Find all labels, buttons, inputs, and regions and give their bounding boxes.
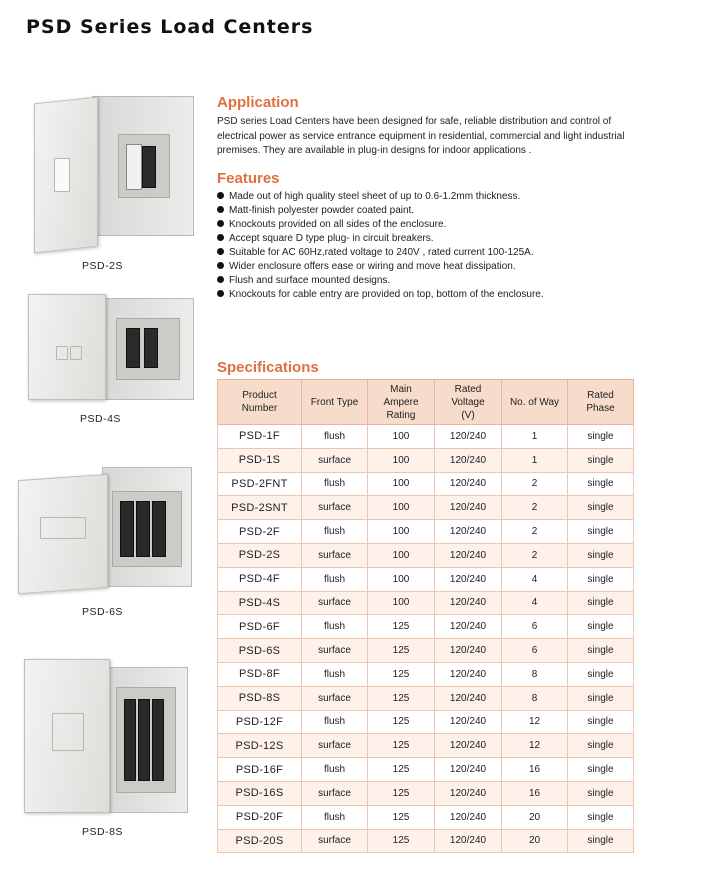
bullet-icon	[217, 290, 224, 297]
table-row	[218, 639, 634, 663]
table-row	[218, 686, 634, 710]
table-cell: PSD-4F	[218, 567, 302, 591]
table-cell: PSD-1F	[218, 425, 302, 449]
table-cell: 125	[368, 639, 435, 663]
feature-item: Knockouts for cable entry are provided on top, bottom of the enclosure.	[217, 288, 544, 302]
table-cell: surface	[302, 448, 368, 472]
table-cell: 16	[502, 781, 568, 805]
table-row	[218, 425, 634, 449]
table-row	[218, 805, 634, 829]
table-cell: 125	[368, 662, 435, 686]
table-row	[218, 496, 634, 520]
table-cell: 120/240	[435, 591, 502, 615]
table-cell: single	[568, 472, 634, 496]
table-row	[218, 520, 634, 544]
features-heading: Features	[217, 170, 280, 187]
table-cell: single	[568, 686, 634, 710]
table-cell: 120/240	[435, 734, 502, 758]
column-header: Front Type	[302, 380, 368, 425]
column-header: No. of Way	[502, 380, 568, 425]
table-cell: single	[568, 615, 634, 639]
table-row	[218, 710, 634, 734]
table-cell: 120/240	[435, 662, 502, 686]
table-row	[218, 567, 634, 591]
table-cell: 120/240	[435, 615, 502, 639]
table-cell: surface	[302, 686, 368, 710]
table-cell: 100	[368, 448, 435, 472]
table-cell: 120/240	[435, 639, 502, 663]
table-cell: surface	[302, 591, 368, 615]
feature-item: Wider enclosure offers ease or wiring and move heat dissipation.	[217, 260, 544, 274]
table-row	[218, 734, 634, 758]
table-row	[218, 758, 634, 782]
bullet-icon	[217, 234, 224, 241]
bullet-icon	[217, 220, 224, 227]
table-cell: PSD-2S	[218, 543, 302, 567]
bullet-icon	[217, 206, 224, 213]
table-cell: 20	[502, 805, 568, 829]
column-header: Rated Phase	[568, 380, 634, 425]
table-cell: PSD-1S	[218, 448, 302, 472]
table-cell: surface	[302, 829, 368, 853]
table-cell: PSD-12S	[218, 734, 302, 758]
table-cell: 2	[502, 472, 568, 496]
table-cell: single	[568, 448, 634, 472]
table-cell: flush	[302, 425, 368, 449]
table-cell: 16	[502, 758, 568, 782]
table-cell: flush	[302, 662, 368, 686]
table-cell: PSD-2SNT	[218, 496, 302, 520]
table-cell: 4	[502, 567, 568, 591]
table-cell: 6	[502, 615, 568, 639]
table-row	[218, 662, 634, 686]
table-cell: flush	[302, 710, 368, 734]
table-cell: flush	[302, 615, 368, 639]
table-cell: 120/240	[435, 496, 502, 520]
bullet-icon	[217, 262, 224, 269]
table-cell: single	[568, 758, 634, 782]
table-cell: 120/240	[435, 472, 502, 496]
table-cell: PSD-20S	[218, 829, 302, 853]
table-cell: PSD-16F	[218, 758, 302, 782]
table-cell: 125	[368, 781, 435, 805]
table-row	[218, 472, 634, 496]
column-header: Rated Voltage (V)	[435, 380, 502, 425]
table-cell: flush	[302, 758, 368, 782]
table-cell: surface	[302, 781, 368, 805]
table-cell: flush	[302, 520, 368, 544]
table-cell: PSD-2F	[218, 520, 302, 544]
table-cell: PSD-8S	[218, 686, 302, 710]
table-cell: 12	[502, 734, 568, 758]
table-cell: 125	[368, 758, 435, 782]
table-cell: single	[568, 829, 634, 853]
product-label: PSD-6S	[82, 606, 123, 618]
table-row	[218, 591, 634, 615]
table-cell: single	[568, 734, 634, 758]
table-row	[218, 781, 634, 805]
table-cell: 100	[368, 520, 435, 544]
table-cell: 1	[502, 425, 568, 449]
table-cell: surface	[302, 734, 368, 758]
table-cell: 2	[502, 520, 568, 544]
product-image-psd-4s	[24, 290, 196, 402]
table-cell: 125	[368, 710, 435, 734]
table-cell: 120/240	[435, 758, 502, 782]
table-cell: 120/240	[435, 543, 502, 567]
table-cell: PSD-20F	[218, 805, 302, 829]
table-cell: single	[568, 591, 634, 615]
application-text: PSD series Load Centers have been designed for safe, reliable distribution and control of electrical power as service entrance equipment in residential, commercial and light industrial premises. They are available in plug-in designs for indoor applications .	[217, 116, 625, 156]
product-image-psd-2s	[30, 92, 195, 252]
feature-item: Made out of high quality steel sheet of up to 0.6-1.2mm thickness.	[217, 190, 544, 204]
page-title: PSD Series Load Centers	[26, 16, 314, 38]
table-cell: 120/240	[435, 448, 502, 472]
table-cell: 8	[502, 662, 568, 686]
table-cell: 120/240	[435, 425, 502, 449]
table-row	[218, 829, 634, 853]
table-cell: 120/240	[435, 686, 502, 710]
feature-item: Accept square D type plug- in circuit breakers.	[217, 232, 544, 246]
product-label: PSD-2S	[82, 260, 123, 272]
table-cell: 2	[502, 496, 568, 520]
table-cell: 120/240	[435, 805, 502, 829]
table-cell: single	[568, 710, 634, 734]
table-cell: PSD-6F	[218, 615, 302, 639]
feature-item: Matt-finish polyester powder coated paint.	[217, 204, 544, 218]
table-body	[218, 425, 634, 853]
column-header: Main Ampere Rating	[368, 380, 435, 425]
table-cell: 100	[368, 567, 435, 591]
table-cell: 125	[368, 734, 435, 758]
table-cell: 12	[502, 710, 568, 734]
table-cell: 120/240	[435, 520, 502, 544]
table-row	[218, 615, 634, 639]
product-label: PSD-4S	[80, 413, 121, 425]
table-cell: 100	[368, 425, 435, 449]
table-cell: 2	[502, 543, 568, 567]
table-cell: 120/240	[435, 781, 502, 805]
table-cell: 8	[502, 686, 568, 710]
table-cell: 125	[368, 686, 435, 710]
table-row	[218, 448, 634, 472]
column-header: Product Number	[218, 380, 302, 425]
table-cell: 100	[368, 591, 435, 615]
table-cell: 100	[368, 472, 435, 496]
table-cell: single	[568, 662, 634, 686]
table-cell: 125	[368, 805, 435, 829]
feature-item: Suitable for AC 60Hz,rated voltage to 240V , rated current 100-125A.	[217, 246, 544, 260]
features-list	[217, 190, 544, 302]
table-cell: 100	[368, 496, 435, 520]
table-row	[218, 543, 634, 567]
table-cell: surface	[302, 639, 368, 663]
table-cell: flush	[302, 805, 368, 829]
bullet-icon	[217, 248, 224, 255]
table-cell: single	[568, 567, 634, 591]
table-cell: 1	[502, 448, 568, 472]
table-cell: PSD-16S	[218, 781, 302, 805]
table-cell: 125	[368, 829, 435, 853]
table-cell: 20	[502, 829, 568, 853]
table-cell: 100	[368, 543, 435, 567]
table-cell: 4	[502, 591, 568, 615]
table-cell: 120/240	[435, 710, 502, 734]
product-image-psd-6s	[14, 463, 194, 595]
product-label: PSD-8S	[82, 826, 123, 838]
specifications-table	[217, 379, 634, 853]
table-cell: flush	[302, 567, 368, 591]
table-cell: flush	[302, 472, 368, 496]
table-cell: single	[568, 639, 634, 663]
product-image-psd-8s	[20, 655, 192, 815]
table-cell: PSD-8F	[218, 662, 302, 686]
table-cell: PSD-6S	[218, 639, 302, 663]
table-cell: PSD-4S	[218, 591, 302, 615]
table-cell: 120/240	[435, 567, 502, 591]
table-cell: single	[568, 781, 634, 805]
table-cell: PSD-2FNT	[218, 472, 302, 496]
specifications-heading: Specifications	[217, 359, 319, 376]
table-cell: 120/240	[435, 829, 502, 853]
feature-item: Knockouts provided on all sides of the enclosure.	[217, 218, 544, 232]
table-cell: PSD-12F	[218, 710, 302, 734]
table-cell: 6	[502, 639, 568, 663]
table-cell: single	[568, 805, 634, 829]
feature-item: Flush and surface mounted designs.	[217, 274, 544, 288]
table-cell: single	[568, 520, 634, 544]
bullet-icon	[217, 192, 224, 199]
table-header-row	[218, 380, 634, 425]
table-cell: single	[568, 425, 634, 449]
table-cell: surface	[302, 496, 368, 520]
bullet-icon	[217, 276, 224, 283]
table-cell: 125	[368, 615, 435, 639]
application-heading: Application	[217, 94, 299, 111]
table-cell: single	[568, 543, 634, 567]
table-cell: surface	[302, 543, 368, 567]
table-cell: single	[568, 496, 634, 520]
